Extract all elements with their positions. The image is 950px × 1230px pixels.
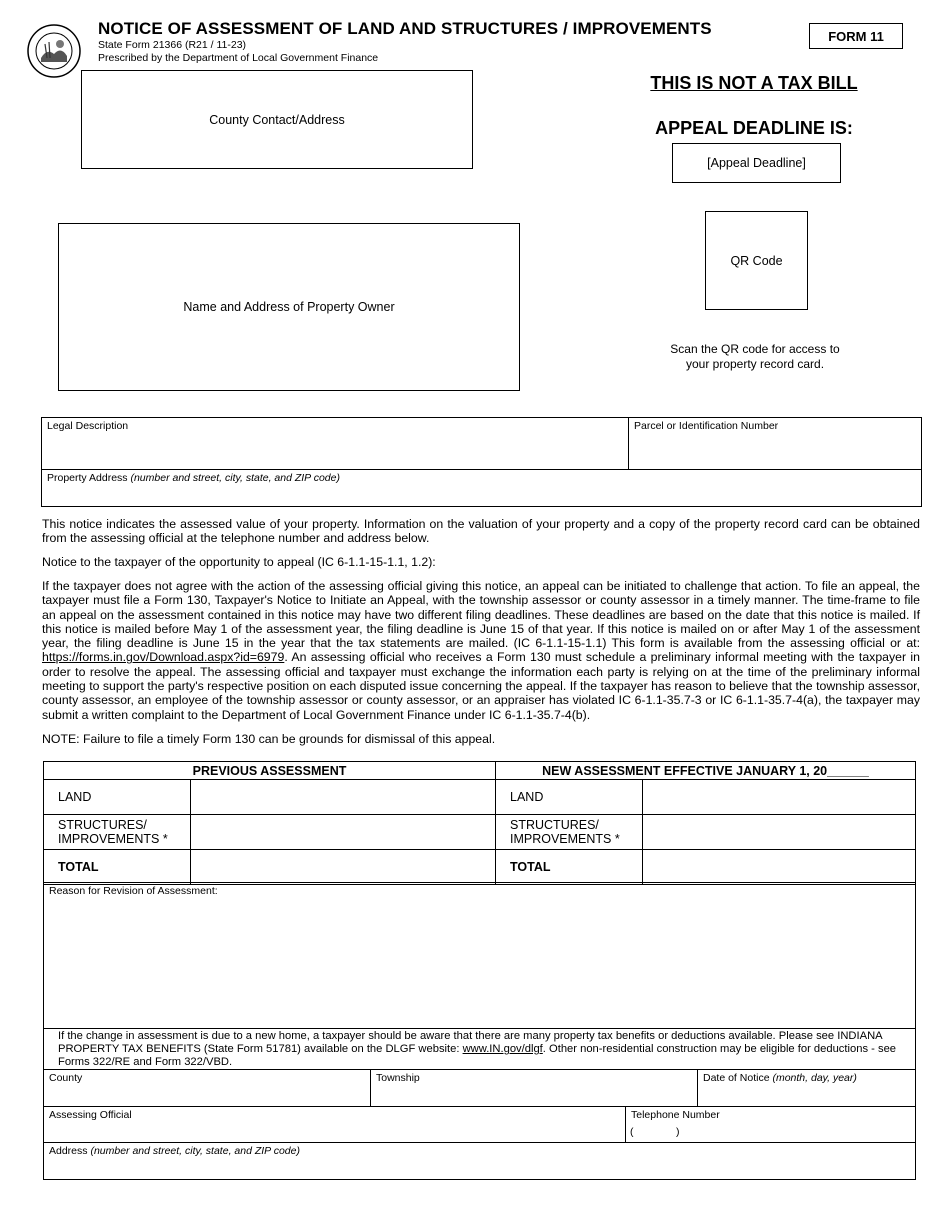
parcel-number-label: Parcel or Identification Number (634, 420, 779, 432)
area-code-close: ) (676, 1126, 680, 1138)
new-structures-label: STRUCTURES/ IMPROVEMENTS * (496, 815, 643, 850)
benefits-notice: If the change in assessment is due to a new home, a taxpayer should be aware that there are many property tax benefits or deductions available. Please see INDIANA PROPERTY TAX BENEFITS (State Form 51781) available on the DLGF website: www.IN.gov/dlgf. Other non-residential construction may be eligible for deductions - see Forms 322/RE and Form 322/VBD. (43, 1028, 916, 1070)
reason-label: Reason for Revision of Assessment: (49, 885, 218, 897)
total-row (44, 850, 916, 885)
state-form-number: State Form 21366 (R21 / 11-23) (98, 39, 247, 51)
appeal-instructions: If the taxpayer does not agree with the action of the assessing official giving this notice, an appeal can be initiated to challenge that action. To file an appeal, the taxpayer must file a Form 130, Taxpayer's Notice to Initiate an Appeal, with the township assessor or county assessor in a timely manner. The time-frame to file an appeal on the assessment contained in this notice may have two different filing deadlines. These deadlines are based on the date that this notice is mailed. If this notice is mailed before May 1 of the assessment year, the filing deadline is June 15 of that year. If this notice is mailed on or after May 1 of the assessment year, the filing deadline is June 15 in the year that the tax statements are mailed. (IC 6-1.1-15-1.1) This form is available from the assessing official or at: https://forms.in.gov/Download.aspx?id=6979. An assessing official who receives a Form 130 must schedule a preliminary informal meeting with the taxpayer in order to resolve the appeal. The assessing official and taxpayer must exchange the information each party is relying on at the time of the preliminary informal meeting to support the party's respective position on each disputed issue concerning the appeal. If the taxpayer has reason to believe that the township assessor, county assessor, an employee of the township assessor or county assessor, or an appraiser has violated IC 6-1.1-35.7-3 or IC 6-1.1-35.7-4(a), the taxpayer may submit a written complaint to the Department of Local Government Finance under IC 6-1.1-35.7-4(b). (42, 579, 920, 722)
qr-instructions-line2: your property record card. (685, 356, 825, 371)
prev-structures-label: STRUCTURES/ IMPROVEMENTS * (44, 815, 191, 850)
property-address-label: Property Address (number and street, city, state, and ZIP code) (47, 472, 340, 484)
assessing-official-field[interactable] (43, 1106, 626, 1143)
new-total-value[interactable] (643, 850, 916, 885)
qr-code-label: QR Code (730, 253, 783, 268)
appeal-deadline-value: [Appeal Deadline] (707, 156, 806, 170)
qr-instructions (640, 342, 870, 371)
land-row (44, 780, 916, 815)
structures-row (44, 815, 916, 850)
state-seal-icon (27, 24, 81, 78)
prev-structures-value[interactable] (191, 815, 496, 850)
assessment-table (43, 761, 916, 885)
prev-land-value[interactable] (191, 780, 496, 815)
not-tax-bill-heading: THIS IS NOT A TAX BILL (650, 73, 858, 93)
property-owner-label: Name and Address of Property Owner (183, 300, 395, 314)
appeal-deadline-heading: APPEAL DEADLINE IS: (655, 118, 853, 138)
legal-description-label: Legal Description (47, 420, 129, 432)
property-owner-box[interactable] (58, 223, 520, 391)
appeal-deadline-box[interactable] (672, 143, 841, 183)
qr-instructions-line1: Scan the QR code for access to (670, 342, 840, 356)
form-130-link[interactable]: https://forms.in.gov/Download.aspx?id=6979 (42, 650, 285, 665)
form-number-badge: FORM 11 (809, 23, 903, 49)
county-label: County (49, 1072, 83, 1084)
prev-total-label: TOTAL (44, 850, 191, 885)
qr-code[interactable] (705, 211, 808, 310)
township-label: Township (376, 1072, 420, 1084)
new-total-label: TOTAL (496, 850, 643, 885)
appeal-notice-heading: Notice to the taxpayer of the opportunity to appeal (IC 6-1.1-15-1.1, 1.2): (42, 555, 436, 569)
official-address-label: Address (number and street, city, state, and ZIP code) (49, 1145, 300, 1157)
telephone-label: Telephone Number (631, 1109, 720, 1121)
date-label: Date of Notice (month, day, year) (703, 1072, 857, 1084)
dismissal-note: NOTE: Failure to file a timely Form 130 can be grounds for dismissal of this appeal. (42, 732, 496, 746)
new-structures-value[interactable] (643, 815, 916, 850)
county-contact-label: County Contact/Address (209, 112, 345, 127)
prev-total-value[interactable] (191, 850, 496, 885)
new-land-value[interactable] (643, 780, 916, 815)
notice-paragraph: This notice indicates the assessed value of your property. Information on the valuation of your property and a copy of the property record card can be obtained from the assessing official at the telephone number and address below. (42, 517, 920, 546)
new-assessment-header: NEW ASSESSMENT EFFECTIVE JANUARY 1, 20______ (496, 762, 916, 780)
form-title: NOTICE OF ASSESSMENT OF LAND AND STRUCTURES / IMPROVEMENTS (98, 19, 712, 38)
legal-description-field[interactable] (41, 417, 629, 470)
telephone-field[interactable] (625, 1106, 916, 1143)
official-address-field[interactable] (43, 1142, 916, 1180)
reason-for-revision-field[interactable] (43, 882, 916, 1029)
township-field[interactable] (370, 1069, 698, 1107)
county-contact-box[interactable] (81, 70, 473, 169)
new-land-label: LAND (496, 780, 643, 815)
county-field[interactable] (43, 1069, 371, 1107)
previous-assessment-header: PREVIOUS ASSESSMENT (44, 762, 496, 780)
assessing-official-label: Assessing Official (49, 1109, 132, 1121)
date-of-notice-field[interactable] (697, 1069, 916, 1107)
prescribed-by: Prescribed by the Department of Local Government Finance (98, 52, 379, 64)
parcel-number-field[interactable] (628, 417, 922, 470)
property-address-field[interactable] (41, 469, 922, 507)
dlgf-link[interactable]: www.IN.gov/dlgf (462, 1043, 543, 1055)
prev-land-label: LAND (44, 780, 191, 815)
area-code-open: ( (630, 1126, 634, 1138)
